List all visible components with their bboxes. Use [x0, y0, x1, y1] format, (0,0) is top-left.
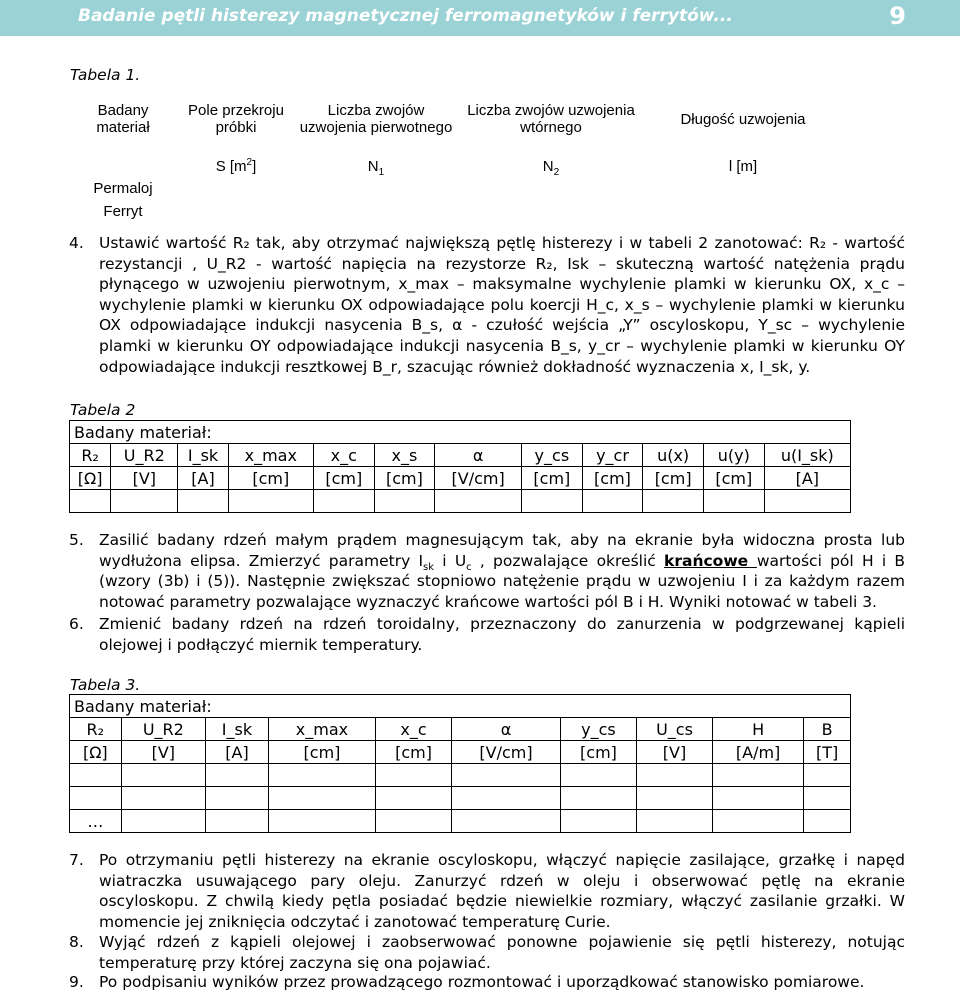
t3-unit-cell: [cm] — [268, 741, 375, 764]
t2-unit-cell: [V/cm] — [435, 467, 522, 490]
empty-cell — [452, 787, 561, 810]
empty-cell — [376, 764, 452, 787]
krancowe-emphasis: krańcowe — [664, 551, 757, 570]
t3-ellipsis: … — [70, 810, 122, 833]
t3-header-cell: U_cs — [637, 718, 713, 741]
t1-unit-n2: $N_2$ — [542, 157, 560, 178]
empty-cell — [522, 490, 583, 513]
t1-row-label: Ferryt — [103, 202, 143, 220]
step-4 — [69, 233, 905, 377]
empty-cell — [206, 787, 269, 810]
table1 — [70, 82, 840, 222]
empty-cell — [121, 764, 205, 787]
header-title: Badanie pętli histerezy magnetycznej ferromagnetyków i ferrytów... — [78, 6, 733, 26]
t2-unit-cell: [A] — [178, 467, 228, 490]
t2-header-cell: I_sk — [178, 444, 228, 467]
t1-header-n2: Liczba zwojów uzwojenia wtórnego — [467, 102, 635, 136]
step-9-text: Po podpisaniu wyników przez prowadzącego rozmontować i uporządkować stanowisko pomiarowe. — [99, 973, 865, 991]
table1-caption: Tabela 1. — [70, 66, 141, 84]
empty-cell — [228, 490, 313, 513]
t3-header-cell: I_sk — [206, 718, 269, 741]
table3-caption: Tabela 3. — [70, 676, 141, 694]
empty-cell — [637, 764, 713, 787]
t2-header-cell: y_cr — [582, 444, 643, 467]
page-header — [0, 0, 960, 36]
empty-cell — [804, 787, 851, 810]
step-8 — [69, 932, 905, 973]
t1-header-length: Długość uzwojenia — [680, 110, 806, 128]
t3-header-cell: y_cs — [560, 718, 636, 741]
t3-header-cell: U_R2 — [121, 718, 205, 741]
t2-unit-cell: [Ω] — [70, 467, 111, 490]
empty-cell — [560, 764, 636, 787]
empty-cell — [452, 810, 561, 833]
t3-header-cell: x_max — [268, 718, 375, 741]
step-5: 5. Zasilić badany rdzeń małym prądem magnesującym tak, aby na ekranie była widoczna prosta lub wydłużona elipsa. Zmierzyć parametry $I_{sk}$ i $U_c$ , pozwalające określić krańcowe wartości pól H i B (wzory (3b) i (5)). Następnie zwiększać stopniowo natężenie prądu w uzwojeniu I i za każdym razem notować parametry pozwalające wyznaczyć krańcowe wartości pól B i H. Wyniki notować w tabeli 3. — [69, 531, 905, 611]
t1-header-area: Pole przekroju próbki — [188, 102, 284, 136]
t3-unit-cell: [V] — [121, 741, 205, 764]
t2-header-cell: x_s — [374, 444, 435, 467]
t2-header-cell: α — [435, 444, 522, 467]
t1-header-material: Badany materiał — [96, 102, 150, 136]
step-7-text: Po otrzymaniu pętli histerezy na ekranie oscyloskopu, włączyć napięcie zasilające, grzałkę i napęd wiatraczka usuwającego pary oleju. Zanurzyć rdzeń w oleju i obserwować pętlę na ekranie oscyloskopu. Z chwilą kiedy pętla posiadać będzie niewielkie rozmiary, włączyć zasilanie grzałki. W momencie jej zniknięcia odczytać i zanotować temperaturę Curie. — [99, 851, 905, 931]
t3-header-cell: R₂ — [70, 718, 122, 741]
empty-cell — [804, 764, 851, 787]
step-5-number: 5. — [69, 531, 84, 549]
table2-caption: Tabela 2 — [70, 401, 136, 419]
t3-unit-cell: [V/cm] — [452, 741, 561, 764]
empty-cell — [268, 810, 375, 833]
empty-cell — [435, 490, 522, 513]
t2-unit-cell: [cm] — [703, 467, 764, 490]
t3-unit-cell: [T] — [804, 741, 851, 764]
t3-unit-cell: [Ω] — [70, 741, 122, 764]
empty-cell — [703, 490, 764, 513]
t3-header-cell: H — [713, 718, 804, 741]
empty-cell — [206, 810, 269, 833]
t3-unit-cell: [cm] — [376, 741, 452, 764]
step-7-number: 7. — [69, 851, 84, 869]
step-9-number: 9. — [69, 973, 84, 991]
empty-cell — [313, 490, 374, 513]
t3-unit-cell: [A] — [206, 741, 269, 764]
step-6 — [69, 614, 905, 655]
step-6-text: Zmienić badany rdzeń na rdzeń toroidalny, przeznaczony do zanurzenia w podgrzewanej kąpieli olejowej i podłączyć miernik temperatury. — [99, 615, 905, 654]
t2-unit-cell: [cm] — [582, 467, 643, 490]
t3-header-cell: x_c — [376, 718, 452, 741]
t2-unit-cell: [cm] — [374, 467, 435, 490]
empty-cell — [268, 764, 375, 787]
t2-unit-cell: [A] — [764, 467, 850, 490]
empty-cell — [713, 764, 804, 787]
t1-unit-length: l [m] — [728, 157, 758, 175]
t1-unit-area: S $[m^2]$ — [215, 156, 257, 175]
empty-cell — [268, 787, 375, 810]
t2-header-cell: u(y) — [703, 444, 764, 467]
t2-header-cell: x_max — [228, 444, 313, 467]
empty-cell — [560, 810, 636, 833]
empty-cell — [206, 764, 269, 787]
step-8-text: Wyjąć rdzeń z kąpieli olejowej i zaobserwować ponowne pojawienie się pętli histerezy, notując temperaturę przy której zaczyna się ona pojawiać. — [99, 933, 905, 972]
empty-cell — [374, 490, 435, 513]
t2-unit-cell: [cm] — [228, 467, 313, 490]
empty-cell — [376, 810, 452, 833]
empty-cell — [804, 810, 851, 833]
step-4-text: Ustawić wartość R₂ tak, aby otrzymać największą pętlę histerezy i w tabeli 2 zanotować: R₂ - wartość rezystancji , U_R2 - wartość napięcia na rezystorze R₂, Isk – skuteczną wartość natężenia prądu płynącego w uzwojeniu pierwotnym, x_max – maksymalne wychylenie plamki w kierunku OX, x_c – wychylenie plamki w kierunku OX odpowiadające polu koercji H_c, x_s – wychylenie plamki w kierunku OX odpowiadające indukcji nasycenia B_s, α - czułość wejścia „Y” oscyloskopu, Y_sc – wychylenie plamki w kierunku OY odpowiadające indukcji nasycenia B_s, y_cr – wychylenie plamki w kierunku OY odpowiadające indukcji resztkowej B_r, szacując również dokładność wyznaczenia x, I_sk, y. — [99, 234, 905, 376]
empty-cell — [178, 490, 228, 513]
t3-unit-cell: [A/m] — [713, 741, 804, 764]
t2-unit-cell: [V] — [111, 467, 178, 490]
page-number: 9 — [889, 2, 906, 30]
empty-cell — [452, 764, 561, 787]
step-9 — [69, 972, 905, 993]
table2 — [69, 420, 851, 513]
empty-cell — [121, 810, 205, 833]
step-4-number: 4. — [69, 234, 84, 252]
empty-cell — [70, 787, 122, 810]
t3-unit-cell: [V] — [637, 741, 713, 764]
t2-unit-cell: [cm] — [643, 467, 704, 490]
t3-header-cell: B — [804, 718, 851, 741]
empty-cell — [111, 490, 178, 513]
t1-unit-n1: $N_1$ — [367, 157, 385, 178]
empty-cell — [121, 787, 205, 810]
empty-cell — [376, 787, 452, 810]
empty-cell — [637, 810, 713, 833]
t2-header-cell: u(x) — [643, 444, 704, 467]
empty-cell — [70, 764, 122, 787]
t1-row-label: Permaloj — [93, 179, 153, 197]
empty-cell — [637, 787, 713, 810]
t2-material-label: Badany materiał: — [70, 421, 851, 444]
t2-unit-cell: [cm] — [313, 467, 374, 490]
step-7 — [69, 850, 905, 932]
t3-unit-cell: [cm] — [560, 741, 636, 764]
t2-header-cell: U_R2 — [111, 444, 178, 467]
empty-cell — [560, 787, 636, 810]
t2-header-cell: y_cs — [522, 444, 583, 467]
t2-unit-cell: [cm] — [522, 467, 583, 490]
empty-cell — [713, 787, 804, 810]
empty-cell — [713, 810, 804, 833]
t3-header-cell: α — [452, 718, 561, 741]
t2-header-cell: x_c — [313, 444, 374, 467]
empty-cell — [643, 490, 704, 513]
step-6-number: 6. — [69, 615, 84, 633]
t2-header-cell: u(I_sk) — [764, 444, 850, 467]
table3 — [69, 694, 851, 833]
empty-cell — [582, 490, 643, 513]
empty-cell — [70, 490, 111, 513]
empty-cell — [764, 490, 850, 513]
step-8-number: 8. — [69, 933, 84, 951]
t3-material-label: Badany materiał: — [70, 695, 851, 718]
t2-header-cell: R₂ — [70, 444, 111, 467]
t1-header-n1: Liczba zwojów uzwojenia pierwotnego — [299, 102, 453, 136]
